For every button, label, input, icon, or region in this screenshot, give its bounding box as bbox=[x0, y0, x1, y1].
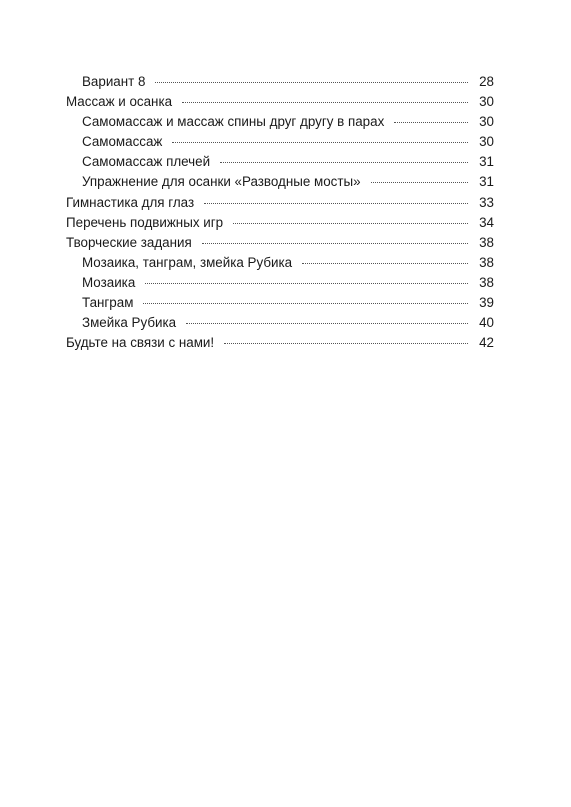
toc-dot-leader bbox=[182, 102, 468, 103]
toc-page-number: 31 bbox=[479, 154, 494, 170]
toc-entry[interactable] bbox=[66, 333, 494, 353]
toc-entry-title: Творческие задания bbox=[66, 234, 192, 250]
toc-dot-leader bbox=[233, 223, 468, 224]
table-of-contents bbox=[66, 72, 494, 353]
toc-dot-leader bbox=[172, 142, 468, 143]
toc-page-number: 38 bbox=[479, 234, 494, 250]
toc-dot-leader bbox=[371, 182, 468, 183]
toc-dot-leader bbox=[145, 283, 468, 284]
toc-page-number: 31 bbox=[479, 174, 494, 190]
toc-page-number: 40 bbox=[479, 315, 494, 331]
toc-page-number: 34 bbox=[479, 214, 494, 230]
toc-page-number: 38 bbox=[479, 274, 494, 290]
toc-entry[interactable] bbox=[66, 92, 494, 112]
toc-entry-title: Мозаика bbox=[82, 274, 136, 290]
toc-entry[interactable] bbox=[66, 273, 494, 293]
toc-entry-title: Самомассаж и массаж спины друг другу в парах bbox=[82, 114, 385, 130]
toc-entry[interactable] bbox=[66, 293, 494, 313]
toc-page-number: 30 bbox=[479, 114, 494, 130]
toc-entry[interactable] bbox=[66, 132, 494, 152]
toc-entry-title: Перечень подвижных игр bbox=[66, 214, 224, 230]
toc-dot-leader bbox=[302, 263, 468, 264]
toc-dot-leader bbox=[143, 303, 468, 304]
toc-entry-title: Самомассаж bbox=[82, 134, 163, 150]
toc-dot-leader bbox=[202, 243, 468, 244]
toc-entry[interactable] bbox=[66, 233, 494, 253]
toc-entry[interactable] bbox=[66, 152, 494, 172]
toc-entry-title: Гимнастика для глаз bbox=[66, 194, 195, 210]
toc-entry[interactable] bbox=[66, 253, 494, 273]
toc-dot-leader bbox=[220, 162, 468, 163]
toc-entry-title: Самомассаж плечей bbox=[82, 154, 211, 170]
toc-dot-leader bbox=[394, 122, 468, 123]
toc-entry[interactable] bbox=[66, 72, 494, 92]
toc-entry[interactable] bbox=[66, 313, 494, 333]
toc-entry[interactable] bbox=[66, 193, 494, 213]
toc-entry-title: Вариант 8 bbox=[82, 74, 146, 89]
toc-dot-leader bbox=[186, 323, 468, 324]
toc-entry-title: Массаж и осанка bbox=[66, 94, 173, 110]
toc-entry-title: Упражнение для осанки «Разводные мосты» bbox=[82, 174, 361, 190]
toc-entry-title: Танграм bbox=[82, 295, 134, 311]
toc-page-number: 42 bbox=[479, 335, 494, 351]
toc-dot-leader bbox=[224, 343, 468, 344]
toc-entry-title: Мозаика, танграм, змейка Рубика bbox=[82, 254, 293, 270]
toc-entry[interactable] bbox=[66, 213, 494, 233]
toc-page-number: 30 bbox=[479, 134, 494, 150]
toc-entry-title: Будьте на связи с нами! bbox=[66, 335, 215, 351]
toc-entry-title: Змейка Рубика bbox=[82, 315, 177, 331]
toc-page-number: 30 bbox=[479, 94, 494, 110]
toc-page-number: 38 bbox=[479, 254, 494, 270]
toc-entry[interactable] bbox=[66, 172, 494, 192]
toc-dot-leader bbox=[204, 203, 468, 204]
toc-dot-leader bbox=[155, 82, 468, 83]
toc-page-number: 39 bbox=[479, 295, 494, 311]
toc-page-number: 33 bbox=[479, 194, 494, 210]
toc-entry[interactable] bbox=[66, 112, 494, 132]
toc-page-number: 28 bbox=[479, 74, 494, 89]
